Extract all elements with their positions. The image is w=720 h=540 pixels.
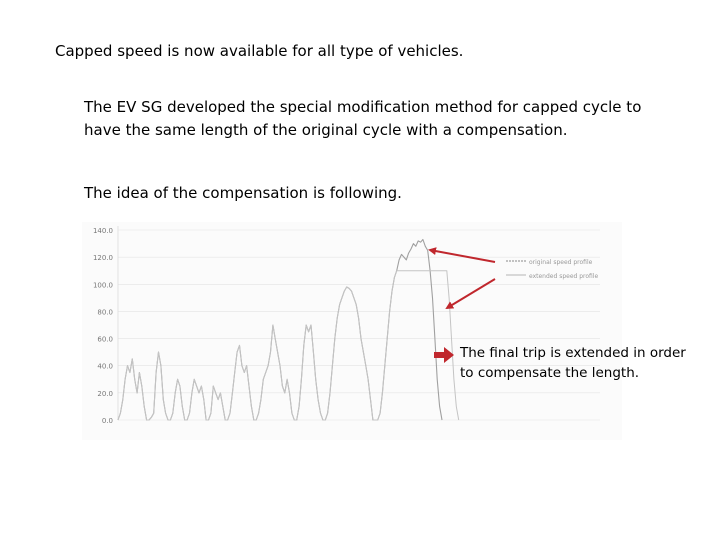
y-tick-label: 40.0 bbox=[97, 362, 113, 371]
method-line-1: The EV SG developed the special modification method for capped cycle to bbox=[84, 98, 642, 116]
legend-label: extended speed profile bbox=[529, 273, 599, 280]
extension-note bbox=[460, 343, 686, 383]
y-tick-label: 140.0 bbox=[92, 227, 113, 235]
y-tick-label: 60.0 bbox=[97, 335, 113, 344]
slide-heading: Capped speed is now available for all type of vehicles. bbox=[55, 42, 464, 60]
y-tick-label: 20.0 bbox=[97, 389, 113, 398]
chart-background bbox=[82, 222, 622, 440]
y-tick-label: 100.0 bbox=[92, 281, 113, 290]
note-line-1: The final trip is extended in order bbox=[460, 345, 686, 361]
y-tick-label: 120.0 bbox=[92, 254, 113, 263]
idea-paragraph: The idea of the compensation is following. bbox=[84, 184, 402, 202]
y-tick-label: 80.0 bbox=[97, 308, 113, 317]
y-tick-label: 0.0 bbox=[101, 417, 113, 425]
note-line-2: to compensate the length. bbox=[460, 365, 640, 381]
method-line-2: have the same length of the original cycle with a compensation. bbox=[84, 121, 568, 139]
legend-label: original speed profile bbox=[529, 259, 593, 266]
